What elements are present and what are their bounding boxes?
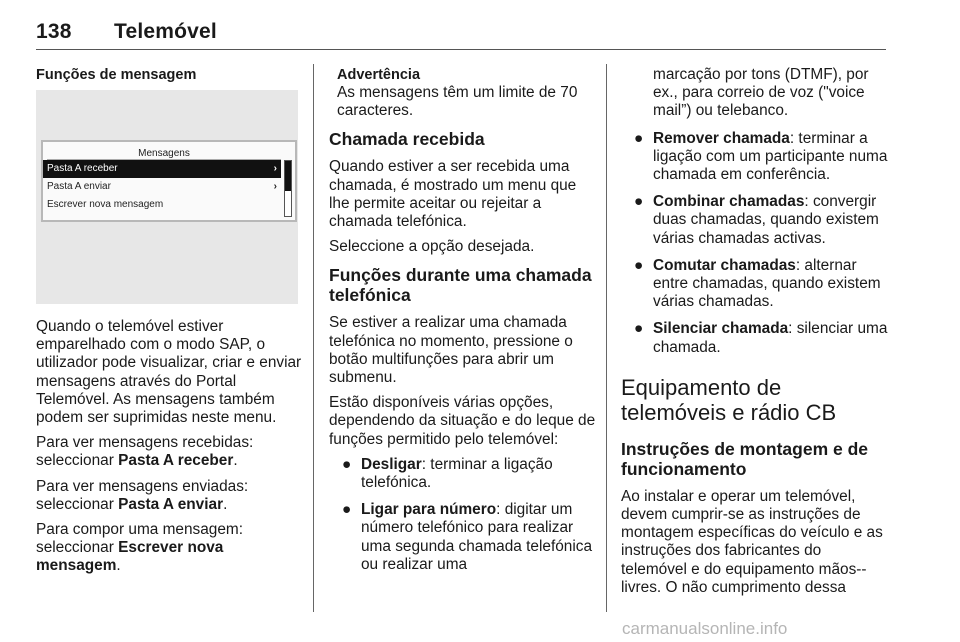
paragraph-outbox: Para ver mensagens enviadas: seleccionar Pasta A enviar. xyxy=(36,477,249,513)
incoming-call-heading: Chamada recebida xyxy=(329,129,485,150)
menu-item-compose xyxy=(43,196,281,214)
during-call-heading: Funções durante uma chamada telefónica xyxy=(329,265,592,306)
bullet-icon: ● xyxy=(342,455,352,473)
watermark: carmanualsonline.info xyxy=(622,619,788,638)
paragraph-compose: Para compor uma mensagem: seleccionar Escrever nova mensagem. xyxy=(36,521,244,575)
paragraph-intro: Quando o telemóvel estiver emparelhado com o modo SAP, o utilizador pode visualizar, criar e enviar mensagens através do Portal Telemóvel. As mensagens também podem ser suprimidas neste menu. xyxy=(36,318,302,427)
paragraph-during-1: Se estiver a realizar uma chamada telefónica no momento, pressione o botão multifunções para abrir um submenu. xyxy=(329,314,573,387)
messages-screen-image xyxy=(36,90,298,304)
menu-item-label: Escrever nova mensagem xyxy=(47,199,164,210)
menu-item-outbox xyxy=(43,178,281,196)
column-1 xyxy=(36,66,302,583)
scrollbar-thumb xyxy=(285,161,291,191)
column-divider-1 xyxy=(313,64,314,612)
page-number: 138 xyxy=(36,20,72,43)
bullet-icon: ● xyxy=(634,193,644,211)
column-divider-2 xyxy=(606,64,607,612)
menu-item-inbox xyxy=(43,160,281,178)
messages-heading: Funções de mensagem xyxy=(36,67,197,83)
bullet-icon: ● xyxy=(634,129,644,147)
bullet-icon: ● xyxy=(342,501,352,519)
menu-item-label: Pasta A enviar xyxy=(47,181,111,192)
bullet-icon: ● xyxy=(634,256,644,274)
list-item-merge-calls: ● Combinar chamadas: convergir duas chamadas, quando existem várias chamadas activas. xyxy=(634,193,879,247)
bullet-icon: ● xyxy=(634,320,644,338)
header-rule xyxy=(36,49,886,50)
paragraph-installation: Ao instalar e operar um telemóvel, devem cumprir-se as instruções de montagem específicas do veículo e as instruções dos fabricantes do telemóvel e do equipamento mãos--livres. O não cumprimento dessa xyxy=(621,487,883,596)
list-item-mute-call: ● Silenciar chamada: silenciar uma chamada. xyxy=(634,320,888,356)
paragraph-during-2: Estão disponíveis várias opções, dependendo da situação e do leque de funções permitido pelo telemóvel: xyxy=(329,394,596,448)
column-2 xyxy=(329,66,597,583)
paragraph-continuation: marcação por tons (DTMF), por ex., para correio de voz ("voice mail”) ou telebanco. xyxy=(653,66,869,120)
list-item-switch-calls: ● Comutar chamadas: alternar entre chamadas, quando existem várias chamadas. xyxy=(634,256,881,311)
menu-title: Mensagens xyxy=(47,142,281,160)
messages-menu-panel xyxy=(41,140,297,222)
list-item-dial-number: ● Ligar para número: digitar um número telefónico para realizar uma segunda chamada telefónica ou realizar uma xyxy=(342,501,593,573)
chevron-right-icon: › xyxy=(273,181,277,192)
list-item-remove-call: ● Remover chamada: terminar a ligação com um participante numa chamada em conferência. xyxy=(634,129,888,184)
chevron-right-icon: › xyxy=(273,163,277,174)
note-text: As mensagens têm um limite de 70 caracteres. xyxy=(337,84,578,120)
note-title: Advertência xyxy=(337,67,421,83)
paragraph-inbox: Para ver mensagens recebidas: seleccionar Pasta A receber. xyxy=(36,434,254,470)
paragraph-select: Seleccione a opção desejada. xyxy=(329,238,535,256)
column-3 xyxy=(621,66,891,604)
page-header xyxy=(36,20,217,44)
scrollbar xyxy=(284,160,292,217)
equipment-heading: Equipamento de telemóveis e rádio CB xyxy=(621,374,837,425)
installation-heading: Instruções de montagem e de funcionamento xyxy=(621,438,869,479)
menu-item-label: Pasta A receber xyxy=(47,163,118,174)
paragraph-incoming: Quando estiver a ser recebida uma chamada, é mostrado um menu que lhe permite aceitar ou rejeitar a chamada telefónica. xyxy=(329,158,577,231)
section-title: Telemóvel xyxy=(114,20,217,43)
list-item-hangup: ● Desligar: terminar a ligação telefónica. xyxy=(342,455,553,492)
